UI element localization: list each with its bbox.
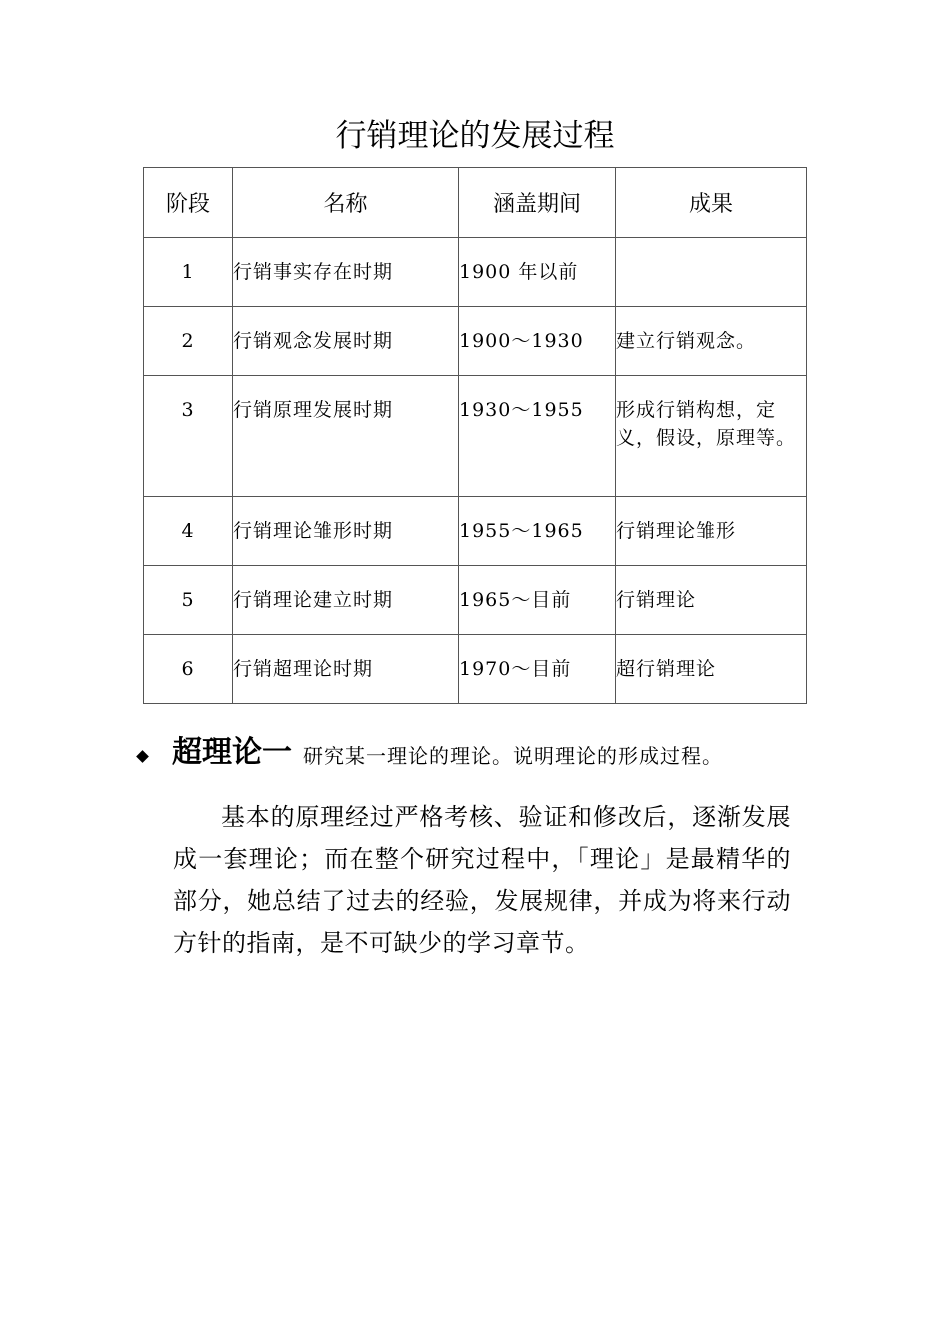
cell-period: 1955～1965 bbox=[459, 497, 616, 566]
table-row bbox=[144, 238, 807, 307]
table-header-row bbox=[144, 168, 807, 238]
stages-table bbox=[143, 167, 807, 704]
cell-stage: 6 bbox=[144, 635, 233, 704]
definition-bullet bbox=[136, 732, 856, 776]
cell-name: 行销事实存在时期 bbox=[233, 238, 459, 307]
cell-result bbox=[616, 238, 807, 307]
cell-period: 1965～目前 bbox=[459, 566, 616, 635]
table-row bbox=[144, 635, 807, 704]
cell-name: 行销理论雏形时期 bbox=[233, 497, 459, 566]
cell-period: 1900～1930 bbox=[459, 307, 616, 376]
cell-stage: 3 bbox=[144, 376, 233, 497]
cell-stage: 5 bbox=[144, 566, 233, 635]
cell-result: 形成行销构想，定义，假设，原理等。 bbox=[616, 376, 807, 497]
page-title: 行销理论的发展过程 bbox=[335, 118, 615, 154]
cell-period: 1930～1955 bbox=[459, 376, 616, 497]
header-period: 涵盖期间 bbox=[459, 168, 616, 238]
cell-name: 行销理论建立时期 bbox=[233, 566, 459, 635]
header-name: 名称 bbox=[233, 168, 459, 238]
table-row bbox=[144, 376, 807, 497]
diamond-bullet-icon bbox=[136, 750, 149, 763]
bullet-definition: 研究某一理论的理论。说明理论的形成过程。 bbox=[303, 744, 723, 768]
table-row bbox=[144, 497, 807, 566]
table-row bbox=[144, 307, 807, 376]
cell-period: 1900 年以前 bbox=[459, 238, 616, 307]
cell-stage: 4 bbox=[144, 497, 233, 566]
cell-stage: 1 bbox=[144, 238, 233, 307]
table-row bbox=[144, 566, 807, 635]
cell-name: 行销观念发展时期 bbox=[233, 307, 459, 376]
header-stage: 阶段 bbox=[144, 168, 233, 238]
cell-name: 行销原理发展时期 bbox=[233, 376, 459, 497]
cell-period: 1970～目前 bbox=[459, 635, 616, 704]
cell-result: 建立行销观念。 bbox=[616, 307, 807, 376]
cell-result: 超行销理论 bbox=[616, 635, 807, 704]
header-result: 成果 bbox=[616, 168, 807, 238]
bullet-term: 超理论一 bbox=[172, 735, 292, 770]
cell-result: 行销理论 bbox=[616, 566, 807, 635]
cell-stage: 2 bbox=[144, 307, 233, 376]
body-paragraph: 基本的原理经过严格考核、验证和修改后，逐渐发展成一套理论；而在整个研究过程中，「理论」是最精华的部分，她总结了过去的经验，发展规律，并成为将来行动方针的指南，是不可缺少的学习章节。 bbox=[173, 803, 791, 957]
cell-name: 行销超理论时期 bbox=[233, 635, 459, 704]
cell-result: 行销理论雏形 bbox=[616, 497, 807, 566]
